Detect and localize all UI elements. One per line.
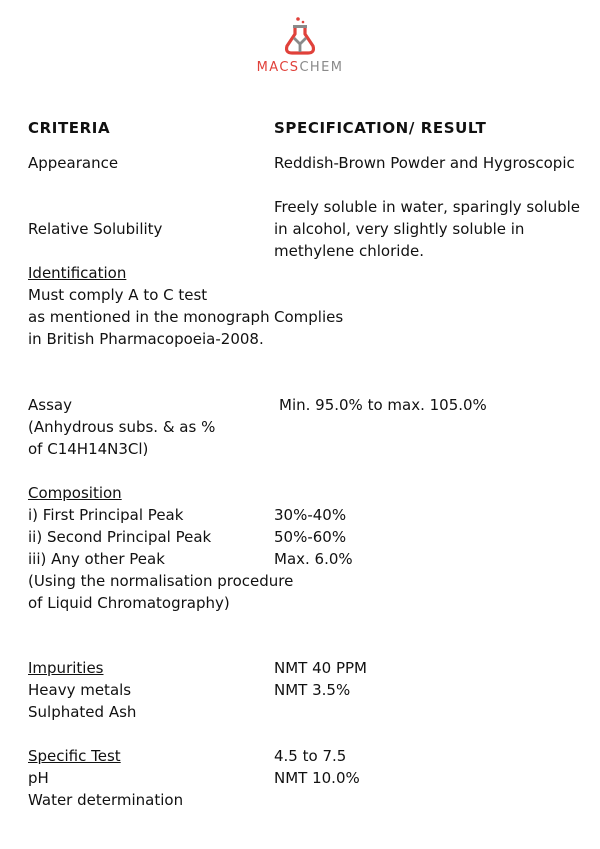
impurities-title: Impurities [28, 659, 104, 677]
solubility-value-line: Freely soluble in water, sparingly soluble [274, 198, 580, 216]
solubility-value-line: methylene chloride. [274, 242, 424, 260]
appearance-label: Appearance [28, 154, 119, 172]
identification-line: in British Pharmacopoeia-2008. [28, 330, 264, 348]
specific-test-line: Water determination [28, 791, 184, 809]
impurities-line: Heavy metals [28, 681, 132, 699]
composition-value: Max. 6.0% [274, 550, 353, 568]
impurities-line: Sulphated Ash [28, 703, 137, 721]
composition-value: 50%-60% [274, 528, 347, 546]
identification-line: as mentioned in the monograph [28, 308, 270, 326]
specific-test-line: pH [28, 769, 49, 787]
composition-title: Composition [28, 484, 122, 502]
identification-line: Must comply A to C test [28, 286, 208, 304]
brand-name [0, 60, 600, 75]
specific-test-value: NMT 10.0% [274, 769, 360, 787]
composition-line: of Liquid Chromatography) [28, 594, 230, 612]
assay-line: Assay [28, 396, 72, 414]
composition-line: i) First Principal Peak [28, 506, 184, 524]
company-logo [0, 16, 600, 75]
appearance-value: Reddish-Brown Powder and Hygroscopic [274, 154, 575, 172]
brand-name-part2: CHEM [299, 60, 344, 75]
composition-value: 30%-40% [274, 506, 347, 524]
assay-line: (Anhydrous subs. & as % [28, 418, 216, 436]
specific-test-value: 4.5 to 7.5 [274, 747, 347, 765]
flask-logo-icon [282, 16, 318, 56]
identification-title: Identification [28, 264, 127, 282]
brand-name-part1: MACS [256, 60, 300, 75]
composition-line: (Using the normalisation procedure [28, 572, 294, 590]
solubility-value-line: in alcohol, very slightly soluble in [274, 220, 525, 238]
composition-line: ii) Second Principal Peak [28, 528, 212, 546]
composition-line: iii) Any other Peak [28, 550, 165, 568]
specific-test-title: Specific Test [28, 747, 121, 765]
solubility-label: Relative Solubility [28, 220, 163, 238]
criteria-header: CRITERIA [28, 119, 111, 137]
impurities-value: NMT 3.5% [274, 681, 351, 699]
identification-value: Complies [274, 308, 344, 326]
assay-value: Min. 95.0% to max. 105.0% [279, 396, 487, 414]
assay-line: of C14H14N3Cl) [28, 440, 149, 458]
impurities-value: NMT 40 PPM [274, 659, 367, 677]
specification-header: SPECIFICATION/ RESULT [274, 119, 487, 137]
